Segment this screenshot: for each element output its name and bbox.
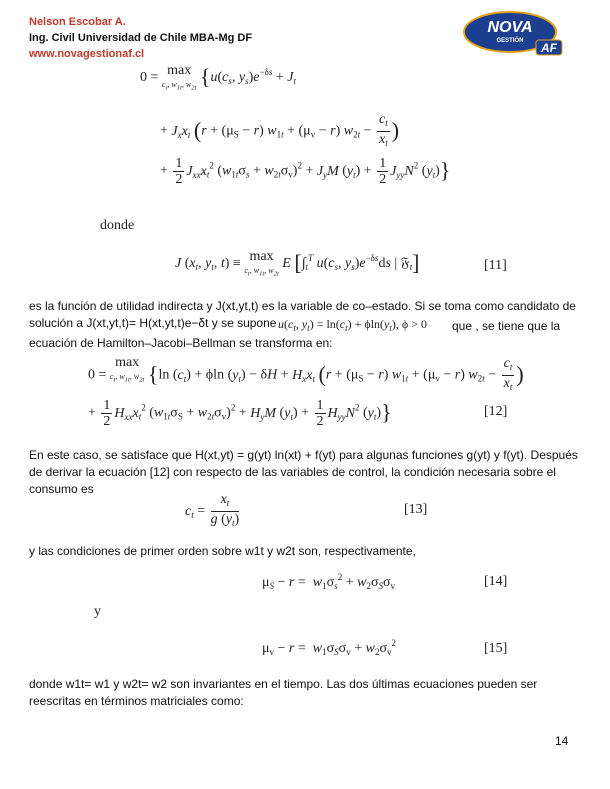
logo-badge-text: AF bbox=[541, 41, 557, 55]
equation-number-15: [15] bbox=[484, 641, 508, 656]
equation-12-line-2: + $\frac{1}{2}$ $H_{xx}x_t^2$ $(w_{1t}\sigma_S + w_{2t}\sigma_v)^2 + H_yM$ $(y_t)$ + $\frac{1}{2}$ $H_{yy}N^2$ $(y_t)$} bbox=[88, 398, 392, 429]
equation-11: J ($x_t$, $y_t$, t) ≡ max $c_t$, $w_{1t}$, $w_{2t}$ E [$\int_t^T$ $u(c_s$, $y_s)e^{-\delta s}ds$ | 𝔉$_t$] bbox=[175, 249, 420, 278]
paragraph-1-cont: ecuación de Hamilton–Jacobi–Bellman se transforma en: bbox=[29, 336, 333, 350]
equation-13: $c_t$ = $\frac{x_t}{g (y_t)}$ bbox=[185, 492, 240, 528]
hjb-equation-line-2: + $J_xx_t$ ($r + (\mu_S - r) w_{1t} + (\mu_v - r) w_{2t}$ − $\frac{c_t}{x_t}$ ) bbox=[160, 112, 400, 148]
page-number: 14 bbox=[555, 734, 569, 748]
equation-number-11: [11] bbox=[484, 258, 507, 273]
paragraph-4: donde w1t= w1 y w2t= w2 son invariantes en el tiempo. Las dos últimas ecuaciones pueden ser reescritas en términos matriciales como: bbox=[29, 677, 538, 708]
author-name: Nelson Escobar A. bbox=[29, 16, 126, 28]
word-y: y bbox=[94, 604, 101, 619]
equation-number-12: [12] bbox=[484, 404, 508, 419]
equation-number-13: [13] bbox=[404, 502, 428, 517]
hjb-equation-line-3: + $\frac{1}{2}$ $J_{xx}x_t^2$ $(w_{1t}\sigma_s + w_{2t}\sigma_v)^2 + J_yM$ $(y_t)$ + $\frac{1}{2}$ $J_{yy}N^2$ $(y_t)$} bbox=[160, 156, 451, 187]
website-link[interactable]: www.novagestionaf.cl bbox=[29, 48, 145, 60]
equation-12-line-1: 0 = max $c_t$, $w_{1t}$, $w_{2t}$ {ln $(c_t) + \phi\ln$ $(y_t) - \delta H + H_xx_t$ ($r + (\mu_S - r) w_{1t} + (\mu_v - r) w_{2t}$ − $\frac{c_t}{x_t}$ ) bbox=[88, 355, 524, 392]
paragraph-2: En este caso, se satisface que H(xt,yt) = g(yt) ln(xt) + f(yt) para algunas funciones g(yt) y f(yt). Después de derivar la ecuación [12] con respecto de las variables de control, la condición necesaria sobre el consumo es bbox=[29, 448, 578, 496]
supposition-formula: $u(c_t$, $y_t) = \ln(c_t) + \phi\ln(y_t)$, ϕ > 0 bbox=[278, 317, 427, 333]
paragraph-1-end: que , se tiene que la bbox=[452, 319, 561, 333]
nova-gestion-logo bbox=[460, 10, 566, 58]
author-title: Ing. Civil Universidad de Chile MBA-Mg DF bbox=[29, 32, 253, 44]
paragraph-3: y las condiciones de primer orden sobre w1t y w2t son, respectivamente, bbox=[29, 544, 416, 558]
hjb-equation-line-1: 0 = max $c_t$, $w_{1t}$, $w_{2t}$ {$u(c_s$, $y_s)e^{-\delta s} + J_t$ bbox=[140, 63, 296, 92]
logo-main-text: NOVA bbox=[487, 19, 533, 36]
equation-number-14: [14] bbox=[484, 574, 508, 589]
equation-15: $\mu_v - r = w_1\sigma_S\sigma_v + w_2\sigma_v^2$ bbox=[262, 638, 397, 657]
word-donde: donde bbox=[100, 218, 135, 233]
logo-sub-text: GESTIÓN bbox=[496, 38, 524, 44]
equation-14: $\mu_S - r = w_1\sigma_s^2 + w_2\sigma_S\sigma_v$ bbox=[262, 572, 396, 591]
page-header bbox=[29, 14, 252, 62]
paragraph-1-text: es la función de utilidad indirecta y J(xt,yt,t) es la variable de co–estado. Si se toma como candidato de solución a J(xt,yt,t)= H(xt,yt,t)e−δt y se supone bbox=[29, 299, 576, 330]
